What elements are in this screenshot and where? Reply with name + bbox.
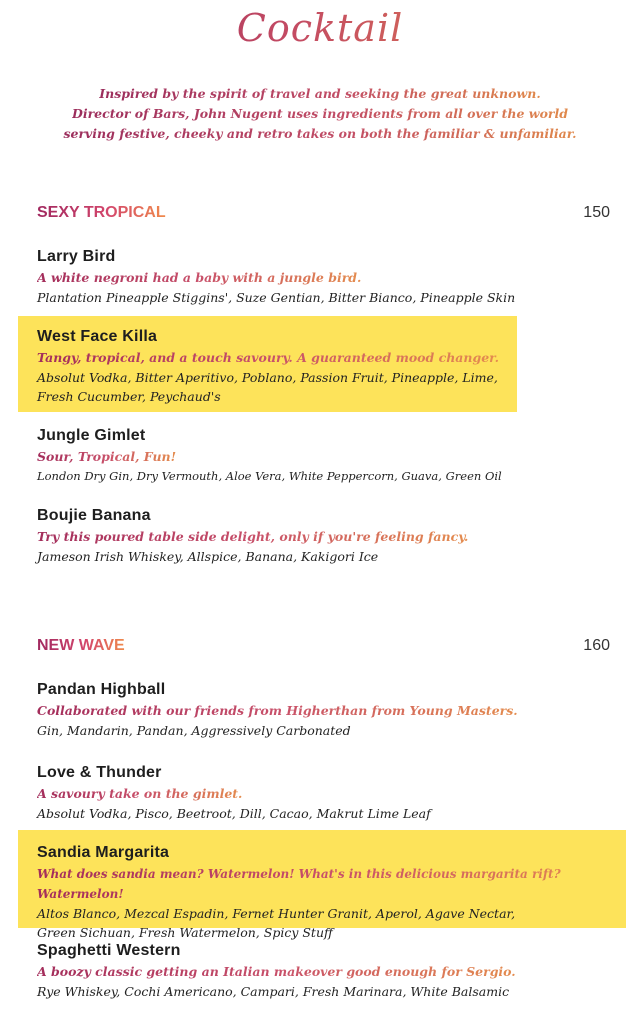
page-title: Cocktail [0,6,640,50]
item-name: Larry Bird [37,248,116,265]
item-ingredients: London Dry Gin, Dry Vermouth, Aloe Vera, White Peppercorn, Guava, Green Oil [37,469,502,483]
menu-item [37,762,617,823]
intro-line: Director of Bars, John Nugent uses ingredients from all over the world [72,104,568,124]
item-description: A white negroni had a baby with a jungle bird. [37,268,361,288]
item-name: Boujie Banana [37,507,151,524]
menu-item [37,679,617,740]
menu-item-highlighted [37,842,623,942]
item-name: Jungle Gimlet [37,427,146,444]
item-ingredients: Green Sichuan, Fresh Watermelon, Spicy Stuff [37,925,333,940]
intro-line: Inspired by the spirit of travel and seeking the great unknown. [99,84,540,104]
item-ingredients: Rye Whiskey, Cochi Americano, Campari, Fresh Marinara, White Balsamic [37,984,510,999]
item-description: What does sandia mean? Watermelon! What's in this delicious margarita rift? Watermelon! [37,864,623,904]
item-name: West Face Killa [37,328,158,345]
menu-item-highlighted [37,326,617,406]
section-title: NEW WAVE [37,637,125,654]
item-ingredients: Plantation Pineapple Stiggins', Suze Gentian, Bitter Bianco, Pineapple Skin [37,290,516,305]
item-ingredients: Gin, Mandarin, Pandan, Aggressively Carbonated [37,723,351,738]
item-description: A boozy classic getting an Italian makeover good enough for Sergio. [37,962,516,982]
item-ingredients: Fresh Cucumber, Peychaud's [37,389,221,404]
item-ingredients: Absolut Vodka, Bitter Aperitivo, Poblano, Passion Fruit, Pineapple, Lime, [37,370,498,385]
item-ingredients: Absolut Vodka, Pisco, Beetroot, Dill, Cacao, Makrut Lime Leaf [37,806,431,821]
section-price: 160 [583,637,610,654]
intro-line: serving festive, cheeky and retro takes on both the familiar & unfamiliar. [63,124,576,144]
item-description: A savoury take on the gimlet. [37,784,242,804]
item-description: Collaborated with our friends from Higherthan from Young Masters. [37,701,518,721]
menu-item [37,425,617,486]
item-name: Spaghetti Western [37,942,181,959]
intro-text [0,84,640,144]
item-ingredients: Jameson Irish Whiskey, Allspice, Banana, Kakigori Ice [37,549,379,564]
item-name: Pandan Highball [37,681,166,698]
item-ingredients: Altos Blanco, Mezcal Espadin, Fernet Hunter Granit, Aperol, Agave Nectar, [37,906,516,921]
item-description: Try this poured table side delight, only if you're feeling fancy. [37,527,468,547]
item-name: Love & Thunder [37,764,162,781]
item-description: Sour, Tropical, Fun! [37,447,176,467]
section-header-sexy-tropical [37,204,612,228]
item-description: Tangy, tropical, and a touch savoury. A guaranteed mood changer. [37,348,499,368]
menu-item [37,246,617,307]
section-price: 150 [583,204,610,221]
item-name: Sandia Margarita [37,844,170,861]
menu-item [37,505,617,566]
menu-item [37,940,617,1001]
section-title: SEXY TROPICAL [37,204,166,221]
section-header-new-wave [37,637,612,661]
